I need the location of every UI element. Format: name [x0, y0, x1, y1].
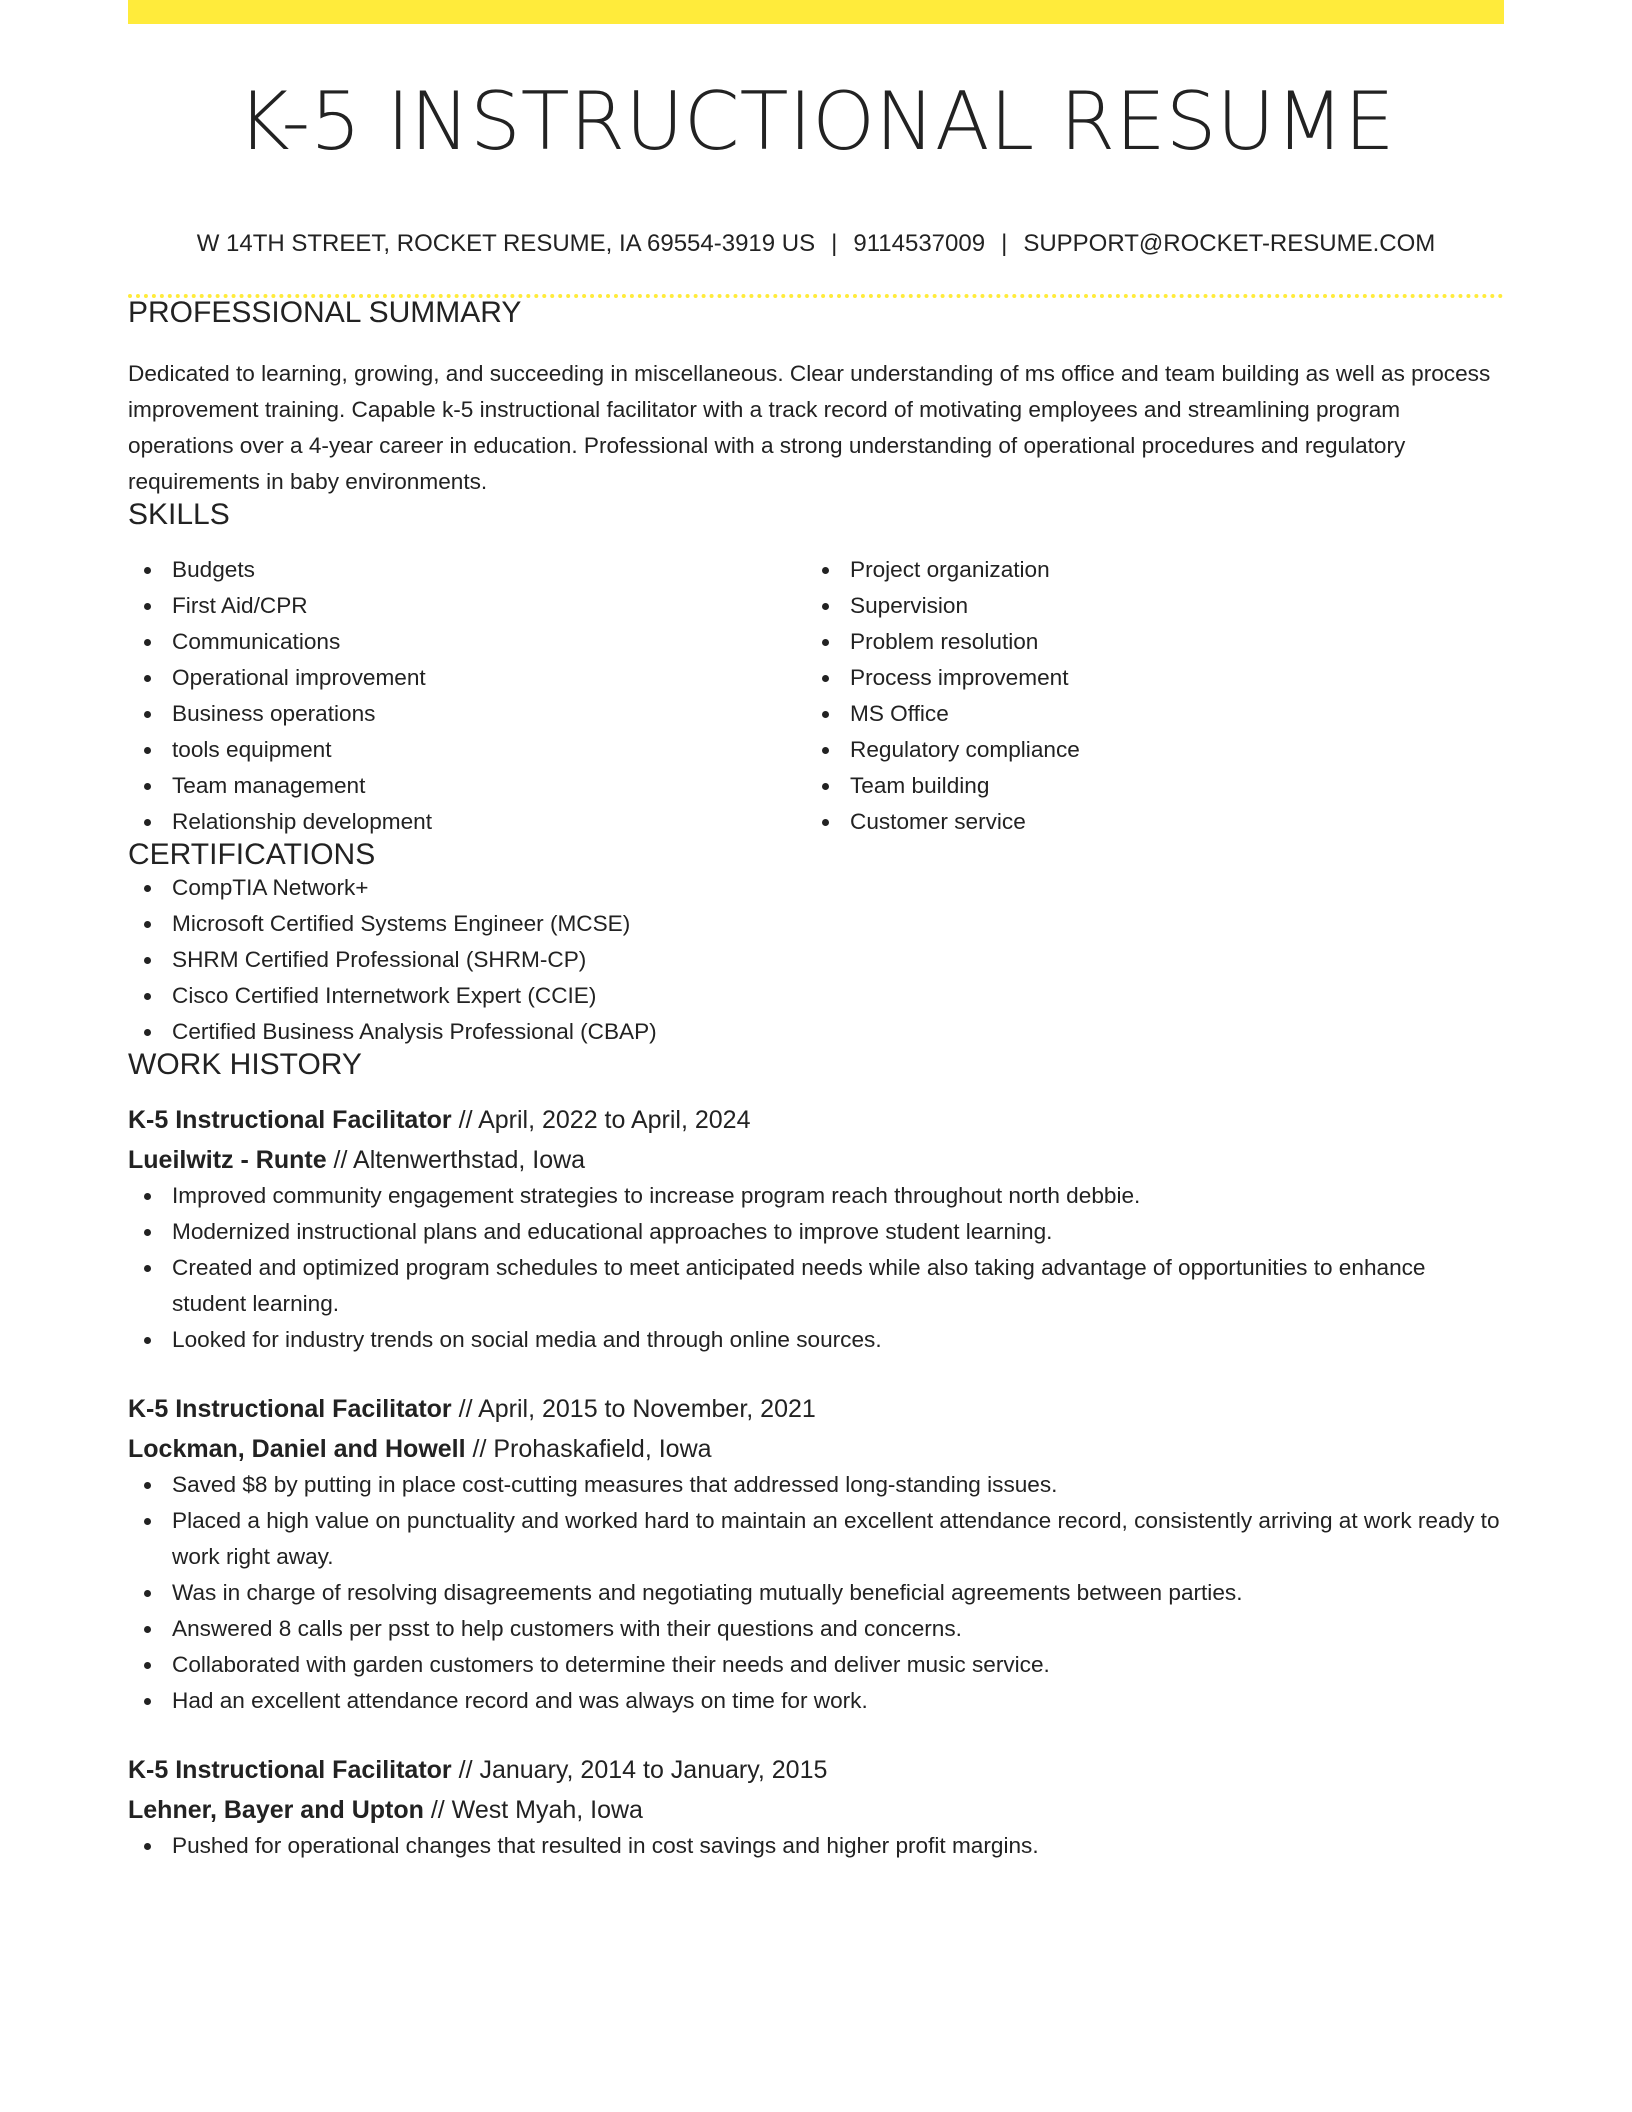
- job-duty-item-text: Created and optimized program schedules to meet anticipated needs while also taking advantage of opportunities to enhance student learning.: [172, 1255, 1426, 1316]
- certification-item-text: Microsoft Certified Systems Engineer (MCSE): [172, 911, 631, 936]
- skill-item-text: Communications: [172, 629, 341, 654]
- skill-item-text: Regulatory compliance: [850, 737, 1080, 762]
- job-company-line: [128, 1431, 1504, 1467]
- bullet-dot-icon: [822, 711, 829, 718]
- job-dates: // April, 2015 to November, 2021: [451, 1395, 816, 1423]
- skill-item-text: tools equipment: [172, 737, 332, 762]
- bullet-dot-icon: [144, 1698, 151, 1705]
- skills-column-right: [806, 552, 1484, 840]
- skill-item: [806, 696, 1484, 732]
- certification-item-text: CompTIA Network+: [172, 875, 369, 900]
- job-title-line: [128, 1752, 1504, 1788]
- skill-item-text: Problem resolution: [850, 629, 1039, 654]
- certification-item: [128, 942, 1504, 978]
- bullet-dot-icon: [822, 567, 829, 574]
- job-role: K-5 Instructional Facilitator: [128, 1106, 452, 1134]
- job-title-line: [128, 1102, 1504, 1138]
- bullet-dot-icon: [144, 1482, 151, 1489]
- certification-item: [128, 978, 1504, 1014]
- skills-list-left: [128, 552, 806, 840]
- skill-item: [128, 768, 806, 804]
- skill-item-text: MS Office: [850, 701, 949, 726]
- job-duty-item: [128, 1828, 1504, 1864]
- job-duty-item: [128, 1322, 1504, 1358]
- job-company-line: [128, 1792, 1504, 1828]
- job-entry: [128, 1391, 1504, 1719]
- skill-item: [128, 660, 806, 696]
- bullet-dot-icon: [144, 639, 151, 646]
- job-company: Lueilwitz - Runte: [128, 1146, 327, 1174]
- job-location: // West Myah, Iowa: [423, 1796, 643, 1824]
- summary-text: Dedicated to learning, growing, and succeeding in miscellaneous. Clear understanding of ms office and team building as well as process improvement training. Capable k-5 instructional facilitator with a track record of motivating employees and streamlining program operations over a 4-year career in education. Professional with a strong understanding of operational procedures and regulatory requirements in baby environments.: [128, 361, 1491, 494]
- bullet-dot-icon: [144, 747, 151, 754]
- job-duty-item: [128, 1611, 1504, 1647]
- job-entry: [128, 1102, 1504, 1358]
- bullet-dot-icon: [144, 819, 151, 826]
- contact-separator: |: [1001, 230, 1008, 257]
- work-history-heading: WORK HISTORY: [128, 1048, 362, 1081]
- skill-item-text: Supervision: [850, 593, 969, 618]
- job-duties-list: [128, 1828, 1504, 1864]
- job-duty-item: [128, 1575, 1504, 1611]
- bullet-dot-icon: [144, 993, 151, 1000]
- bullet-dot-icon: [144, 1626, 151, 1633]
- summary-heading: PROFESSIONAL SUMMARY: [128, 296, 522, 329]
- resume-title: K-5 INSTRUCTIONAL RESUME: [237, 75, 1395, 168]
- contact-email: SUPPORT@ROCKET-RESUME.COM: [1023, 230, 1436, 257]
- skills-grid: [128, 552, 1504, 840]
- job-duty-item: [128, 1467, 1504, 1503]
- skill-item: [806, 660, 1484, 696]
- bullet-dot-icon: [822, 603, 829, 610]
- bullet-dot-icon: [822, 783, 829, 790]
- certifications-list: [128, 870, 1504, 1050]
- bullet-dot-icon: [144, 1590, 151, 1597]
- job-duty-item-text: Was in charge of resolving disagreements and negotiating mutually beneficial agreements between parties.: [172, 1580, 1243, 1605]
- job-role: K-5 Instructional Facilitator: [128, 1756, 452, 1784]
- job-duty-item-text: Saved $8 by putting in place cost-cutting measures that addressed long-standing issues.: [172, 1472, 1058, 1497]
- skill-item: [128, 732, 806, 768]
- skill-item-text: Relationship development: [172, 809, 432, 834]
- certifications-heading: CERTIFICATIONS: [128, 838, 376, 871]
- skill-item-text: Business operations: [172, 701, 376, 726]
- bullet-dot-icon: [144, 1337, 151, 1344]
- contact-phone: 9114537009: [853, 230, 986, 257]
- certification-item: [128, 870, 1504, 906]
- job-location: // Prohaskafield, Iowa: [465, 1435, 712, 1463]
- skill-item-text: First Aid/CPR: [172, 593, 308, 618]
- bullet-dot-icon: [822, 639, 829, 646]
- job-location: // Altenwerthstad, Iowa: [326, 1146, 586, 1174]
- job-duties-list: [128, 1467, 1504, 1719]
- certification-item-text: Certified Business Analysis Professional (CBAP): [172, 1019, 657, 1044]
- skills-column-left: [128, 552, 806, 840]
- job-dates: // April, 2022 to April, 2024: [451, 1106, 751, 1134]
- skill-item-text: Team management: [172, 773, 366, 798]
- job-duty-item: [128, 1214, 1504, 1250]
- contact-line: [128, 232, 1504, 256]
- bullet-dot-icon: [144, 567, 151, 574]
- job-duty-item: [128, 1683, 1504, 1719]
- bullet-dot-icon: [822, 819, 829, 826]
- bullet-dot-icon: [144, 603, 151, 610]
- skill-item: [806, 624, 1484, 660]
- job-duty-item-text: Modernized instructional plans and educational approaches to improve student learning.: [172, 1219, 1053, 1244]
- skill-item: [806, 732, 1484, 768]
- job-duty-item: [128, 1250, 1504, 1322]
- bullet-dot-icon: [144, 1518, 151, 1525]
- skill-item: [128, 588, 806, 624]
- contact-separator: |: [831, 230, 838, 257]
- job-duty-item-text: Pushed for operational changes that resulted in cost savings and higher profit margins.: [172, 1833, 1039, 1858]
- skill-item-text: Customer service: [850, 809, 1026, 834]
- skill-item-text: Team building: [850, 773, 990, 798]
- job-duty-item-text: Placed a high value on punctuality and worked hard to maintain an excellent attendance record, consistently arriving at work ready to work right away.: [172, 1508, 1500, 1569]
- certification-item-text: SHRM Certified Professional (SHRM-CP): [172, 947, 587, 972]
- skill-item-text: Project organization: [850, 557, 1050, 582]
- skill-item-text: Operational improvement: [172, 665, 426, 690]
- bullet-dot-icon: [144, 1193, 151, 1200]
- job-dates: // January, 2014 to January, 2015: [451, 1756, 828, 1784]
- job-duty-item: [128, 1647, 1504, 1683]
- job-title-line: [128, 1391, 1504, 1427]
- bullet-dot-icon: [822, 747, 829, 754]
- bullet-dot-icon: [144, 783, 151, 790]
- skill-item: [806, 804, 1484, 840]
- skill-item: [128, 696, 806, 732]
- bullet-dot-icon: [144, 1843, 151, 1850]
- contact-address: W 14TH STREET, ROCKET RESUME, IA 69554-3919 US: [196, 230, 816, 257]
- job-duty-item-text: Improved community engagement strategies to increase program reach throughout north debbie.: [172, 1183, 1141, 1208]
- bullet-dot-icon: [144, 1029, 151, 1036]
- job-company: Lehner, Bayer and Upton: [128, 1796, 424, 1824]
- job-duty-item-text: Answered 8 calls per psst to help customers with their questions and concerns.: [172, 1616, 962, 1641]
- resume-page: [128, 0, 1504, 1864]
- bullet-dot-icon: [144, 711, 151, 718]
- skills-heading: SKILLS: [128, 498, 230, 531]
- job-duty-item-text: Looked for industry trends on social media and through online sources.: [172, 1327, 882, 1352]
- job-role: K-5 Instructional Facilitator: [128, 1395, 452, 1423]
- skill-item: [128, 624, 806, 660]
- job-company-line: [128, 1142, 1504, 1178]
- job-duties-list: [128, 1178, 1504, 1358]
- skill-item: [806, 552, 1484, 588]
- bullet-dot-icon: [144, 957, 151, 964]
- job-duty-item-text: Collaborated with garden customers to determine their needs and deliver music service.: [172, 1652, 1050, 1677]
- skill-item: [806, 768, 1484, 804]
- job-duty-item-text: Had an excellent attendance record and was always on time for work.: [172, 1688, 868, 1713]
- skill-item: [128, 552, 806, 588]
- skills-list-right: [806, 552, 1484, 840]
- skill-item-text: Process improvement: [850, 665, 1069, 690]
- job-company: Lockman, Daniel and Howell: [128, 1435, 466, 1463]
- bullet-dot-icon: [144, 1662, 151, 1669]
- bullet-dot-icon: [144, 675, 151, 682]
- bullet-dot-icon: [144, 1229, 151, 1236]
- bullet-dot-icon: [144, 885, 151, 892]
- certification-item: [128, 906, 1504, 942]
- skill-item: [806, 588, 1484, 624]
- work-history-list: [128, 1102, 1504, 1864]
- certification-item: [128, 1014, 1504, 1050]
- job-duty-item: [128, 1503, 1504, 1575]
- skill-item: [128, 804, 806, 840]
- bullet-dot-icon: [144, 1265, 151, 1272]
- certification-item-text: Cisco Certified Internetwork Expert (CCIE): [172, 983, 597, 1008]
- accent-top-bar: [128, 0, 1504, 24]
- job-entry: [128, 1752, 1504, 1864]
- bullet-dot-icon: [822, 675, 829, 682]
- bullet-dot-icon: [144, 921, 151, 928]
- skill-item-text: Budgets: [172, 557, 255, 582]
- job-duty-item: [128, 1178, 1504, 1214]
